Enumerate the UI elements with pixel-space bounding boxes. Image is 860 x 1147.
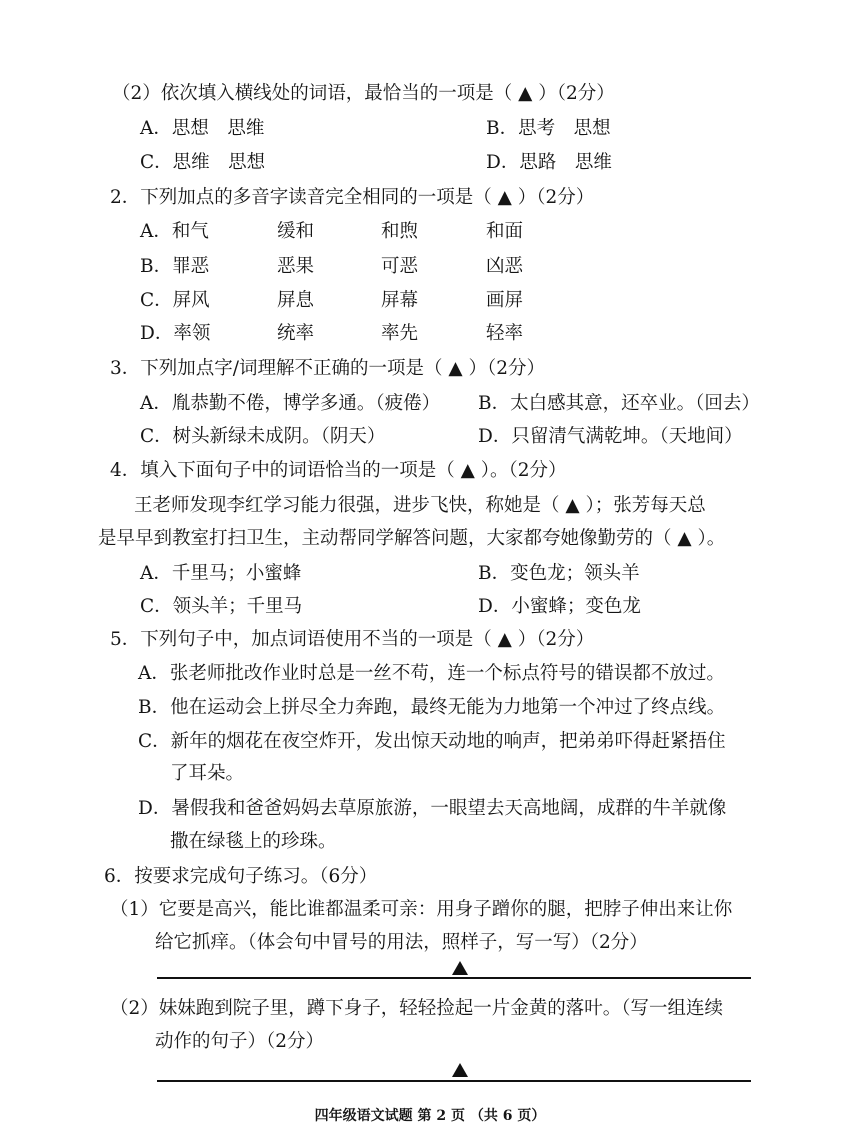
q2-a-3: 和煦	[381, 221, 419, 242]
q4-passage-line-2: 是早早到教室打扫卫生，主动帮同学解答问题，大家都夸她像勤劳的（ ▲ ）。	[98, 528, 726, 549]
q6-1-line-2: 给它抓痒。（体会句中冒号的用法，照样子，写一写）（2分）	[155, 932, 648, 953]
q3-option-b: B．太白感其意，还卒业。（回去）	[478, 393, 760, 414]
q6-1-line-1: （1）它要是高兴，能比谁都温柔可亲：用身子蹭你的腿，把脖子伸出来让你	[110, 899, 733, 920]
answer-line-2[interactable]	[157, 1080, 751, 1082]
q4-option-a: A．千里马；小蜜蜂	[140, 563, 302, 584]
q3-option-c: C．树头新绿未成阴。（阴天）	[140, 426, 386, 447]
q6-2-line-1: （2）妹妹跑到院子里，蹲下身子，轻轻捡起一片金黄的落叶。（写一组连续	[110, 998, 724, 1019]
q3-stem: 3．下列加点字/词理解不正确的一项是（ ▲ ）（2分）	[110, 358, 546, 379]
q2-c-1: C．屏风	[140, 290, 210, 311]
q2-a-2: 缓和	[277, 221, 315, 242]
q4-option-d: D．小蜜蜂；变色龙	[478, 596, 641, 617]
answer-triangle-icon	[452, 961, 468, 975]
q5-option-d-line-1: D．暑假我和爸爸妈妈去草原旅游，一眼望去天高地阔，成群的牛羊就像	[138, 798, 727, 819]
q1-2-stem: （2）依次填入横线处的词语，最恰当的一项是（ ▲ ）（2分）	[112, 83, 615, 104]
q4-option-c: C．领头羊；千里马	[140, 596, 303, 617]
q5-option-a: A．张老师批改作业时总是一丝不苟，连一个标点符号的错误都不放过。	[138, 663, 725, 684]
q5-option-b: B．他在运动会上拼尽全力奔跑，最终无能为力地第一个冲过了终点线。	[138, 697, 726, 718]
answer-triangle-icon	[452, 1063, 468, 1077]
q5-option-d-line-2: 撒在绿毯上的珍珠。	[170, 831, 337, 852]
q5-option-c-line-1: C．新年的烟花在夜空炸开，发出惊天动地的响声，把弟弟吓得赶紧捂住	[138, 731, 726, 752]
q5-stem: 5．下列句子中，加点词语使用不当的一项是（ ▲ ）（2分）	[110, 629, 595, 650]
q2-d-4: 轻率	[486, 323, 524, 344]
q2-c-2: 屏息	[277, 290, 315, 311]
q2-d-1: D．率领	[140, 323, 211, 344]
q4-option-b: B．变色龙；领头羊	[478, 563, 640, 584]
q2-d-2: 统率	[277, 323, 315, 344]
q3-option-d: D．只留清气满乾坤。（天地间）	[478, 426, 743, 447]
q2-d-3: 率先	[381, 323, 419, 344]
q1-2-option-c: C．思维 思想	[140, 152, 266, 173]
q1-2-option-b: B．思考 思想	[486, 118, 611, 139]
q4-stem: 4．填入下面句子中的词语恰当的一项是（ ▲ ）。（2分）	[110, 460, 567, 481]
answer-line-1[interactable]	[157, 977, 751, 979]
q6-2-line-2: 动作的句子）（2分）	[155, 1031, 325, 1052]
q2-stem: 2．下列加点的多音字读音完全相同的一项是（ ▲ ）（2分）	[110, 187, 595, 208]
q5-option-c-line-2: 了耳朵。	[170, 763, 245, 784]
q2-b-1: B．罪恶	[140, 256, 210, 277]
q4-passage-line-1: 王老师发现李红学习能力很强，进步飞快，称她是（ ▲ ）；张芳每天总	[134, 495, 706, 516]
q2-c-3: 屏幕	[381, 290, 419, 311]
q6-stem: 6．按要求完成句子练习。（6分）	[104, 866, 378, 887]
q2-c-4: 画屏	[486, 290, 524, 311]
q2-a-1: A．和气	[140, 221, 209, 242]
q1-2-option-a: A．思想 思维	[140, 118, 265, 139]
q2-b-4: 凶恶	[486, 256, 524, 277]
q2-a-4: 和面	[486, 221, 524, 242]
q3-option-a: A．胤恭勤不倦，博学多通。（疲倦）	[140, 393, 441, 414]
q1-2-option-d: D．思路 思维	[486, 152, 612, 173]
q2-b-3: 可恶	[381, 256, 419, 277]
q2-b-2: 恶果	[277, 256, 315, 277]
page-footer: 四年级语文试题 第 2 页 （共 6 页）	[314, 1108, 546, 1124]
